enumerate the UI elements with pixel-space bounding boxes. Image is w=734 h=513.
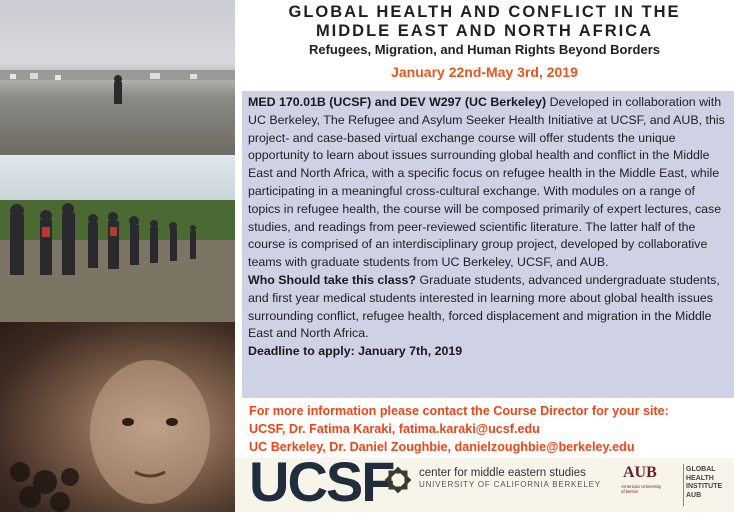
audience-section (248, 272, 728, 343)
photo-column (0, 0, 235, 512)
course-description-body: Developed in collaboration with UC Berkeley, The Refugee and Asylum Seeker Health Initiative at UCSF, and AUB, this project- and case-based virtual exchange course will offer students the unique opportunity to learn about issues surrounding global health and conflict in the Middle East and North Africa, with a specific focus on refugee health in the Middle East, while participating in a meaningful cross-cultural exchange. With modules on a range of topics in refugee health, the course will be composed primarily of expert lectures, case studies, and readings from peer-reviewed scientific literature. The latter half of the course is comprised of an interdisciplinary group project, developed by collaborative teams with graduate students from UC Berkeley, UCSF, and AUB. (248, 95, 725, 270)
contact-intro: For more information please contact the Course Director for your site: (249, 404, 669, 418)
course-codes: MED 170.01B (UCSF) and DEV W297 (UC Berkeley) (248, 95, 547, 109)
contact-berkeley: UC Berkeley, Dr. Daniel Zoughbie, danielzoughbie@berkeley.edu (249, 440, 635, 454)
cmes-logo-icon (383, 465, 413, 495)
migrants-walking-photo (0, 155, 235, 322)
title-line-2: MIDDLE EAST AND NORTH AFRICA (315, 22, 654, 40)
ucsf-logo: UCSF (249, 450, 394, 513)
ghi-logo: GLOBAL HEALTH INSTITUTE AUB (686, 466, 723, 499)
audience-body: Graduate students, advanced undergraduate students, and first year medical students interested in learning more about global health issues surrounding conflict, refugee health, forced displacement and migration in the Middle East and North Africa. (248, 272, 720, 341)
deadline: Deadline to apply: January 7th, 2019 (248, 344, 463, 359)
refugee-camp-photo (0, 0, 235, 155)
audience-heading: Who Should take this class? (248, 272, 416, 287)
logo-strip (235, 450, 734, 513)
course-description (248, 94, 728, 272)
child-portrait-photo (0, 322, 235, 512)
description-panel (242, 91, 734, 398)
header (235, 0, 734, 80)
contact-section (249, 402, 734, 456)
page-title (235, 3, 734, 41)
page-subtitle: Refugees, Migration, and Human Rights Beyond Borders (308, 42, 661, 57)
title-line-1: GLOBAL HEALTH AND CONFLICT IN THE (288, 3, 681, 21)
aub-logo: AUB (623, 464, 657, 481)
aub-logo-subtitle: American University of Beirut (621, 484, 662, 494)
course-dates: January 22nd-May 3rd, 2019 (391, 64, 578, 80)
contact-ucsf: UCSF, Dr. Fatima Karaki, fatima.karaki@ucsf.edu (249, 422, 540, 436)
cmes-logo-university: UNIVERSITY OF CALIFORNIA BERKELEY (419, 480, 601, 489)
cmes-logo-name: center for middle eastern studies (419, 467, 586, 479)
logo-divider (683, 464, 684, 506)
